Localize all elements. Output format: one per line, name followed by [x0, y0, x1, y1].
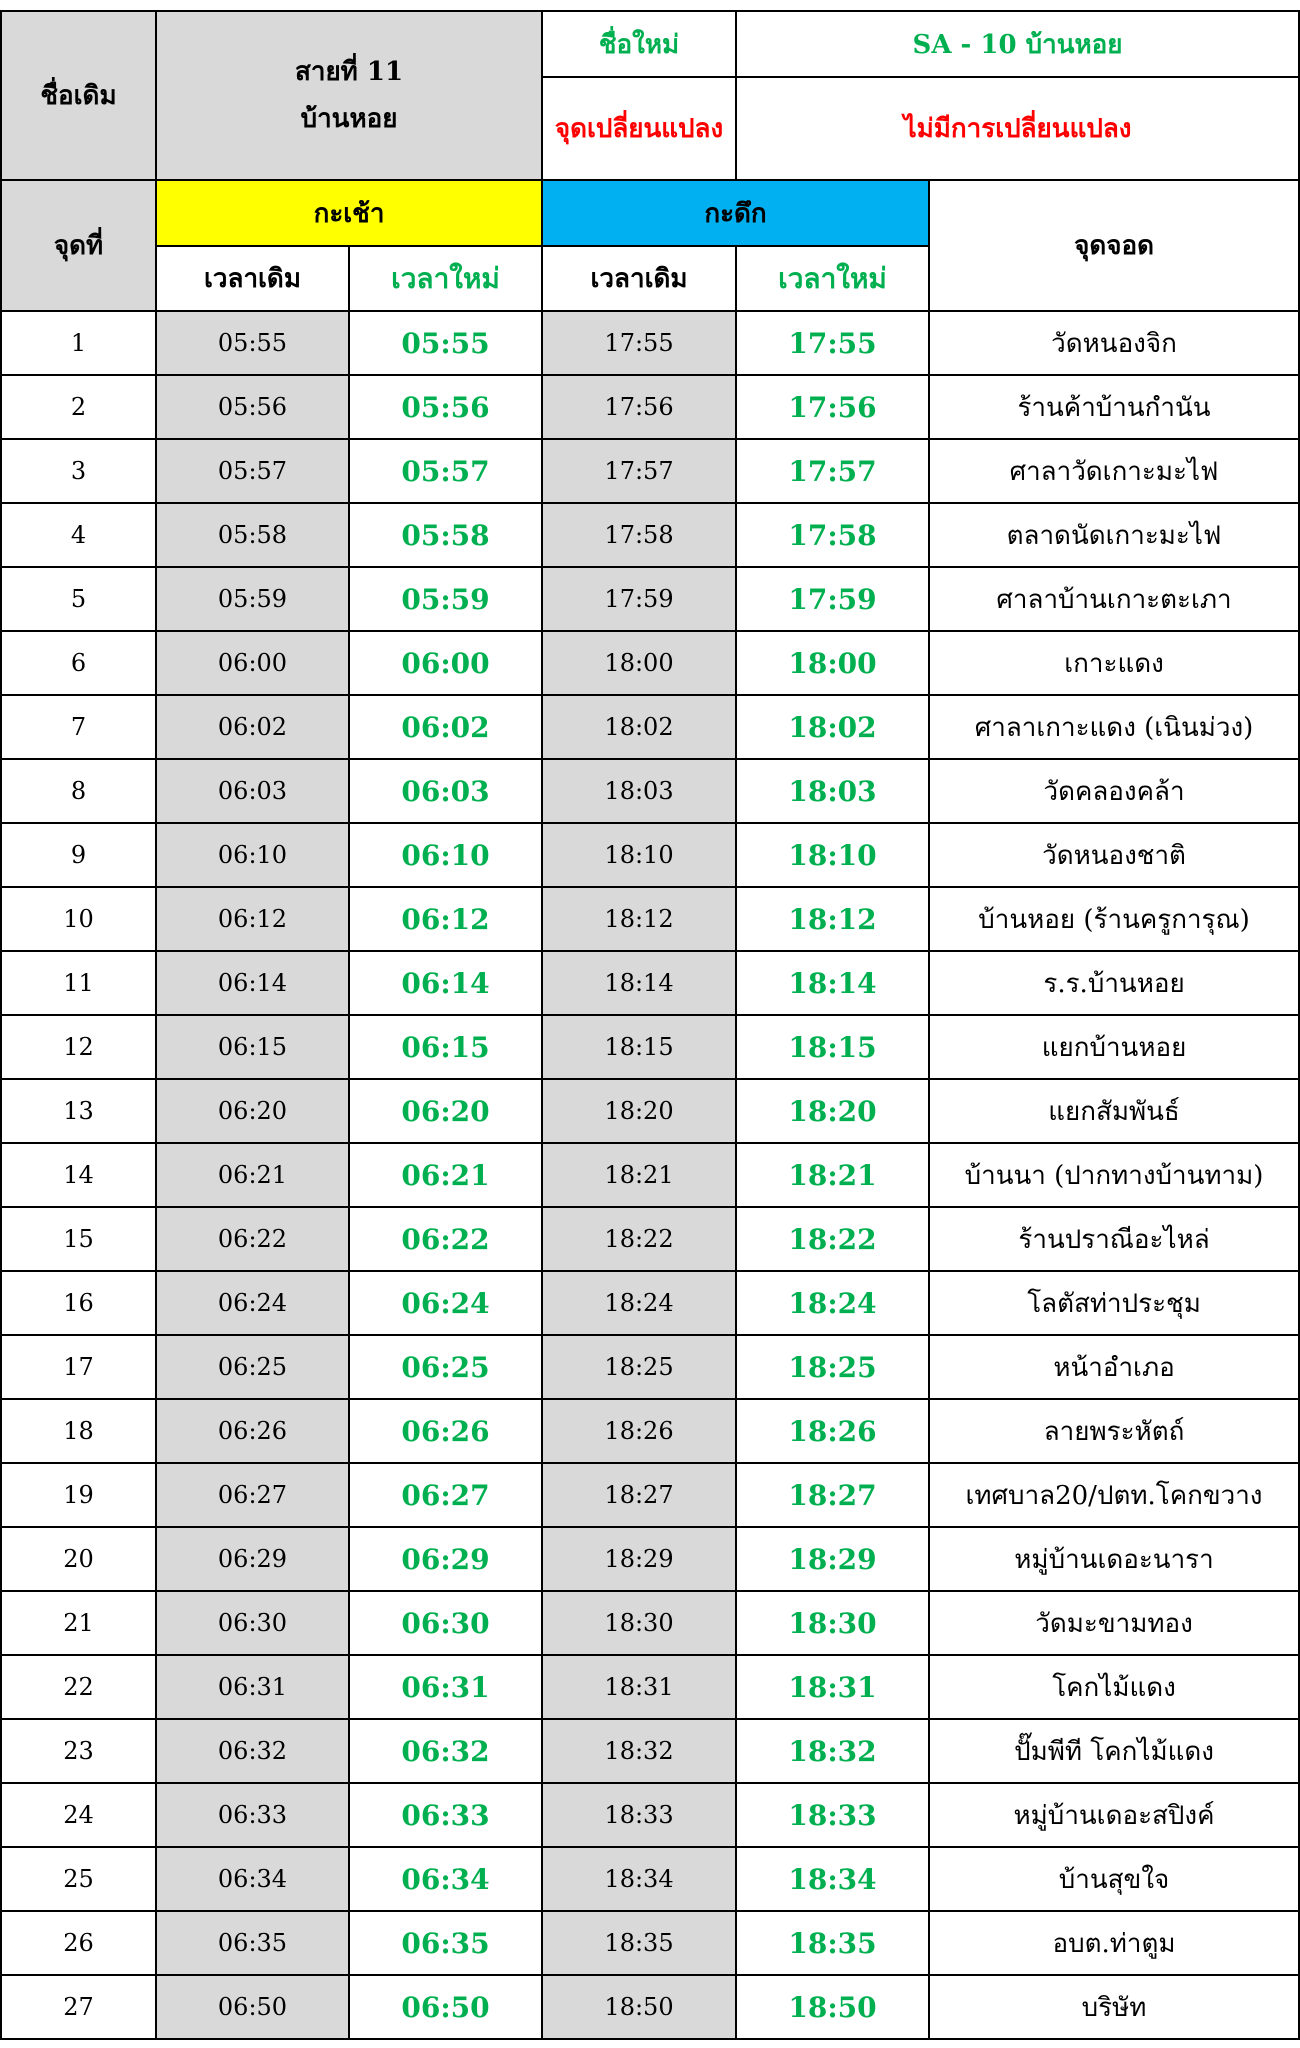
night-new-time: 18:26: [736, 1399, 929, 1463]
stop-name: เกาะแดง: [929, 631, 1299, 695]
night-new-time: 18:25: [736, 1335, 929, 1399]
stop-name: ตลาดนัดเกาะมะไฟ: [929, 503, 1299, 567]
night-new-time: 18:21: [736, 1143, 929, 1207]
stop-number: 18: [1, 1399, 156, 1463]
morning-new-time: 06:27: [349, 1463, 542, 1527]
morning-old-time: 06:00: [156, 631, 349, 695]
morning-old-time: 06:35: [156, 1911, 349, 1975]
morning-new-time: 06:32: [349, 1719, 542, 1783]
morning-new-time: 06:24: [349, 1271, 542, 1335]
old-name-label: ชื่อเดิม: [1, 11, 156, 180]
table-row: [1, 1847, 1299, 1911]
night-old-time: 18:20: [542, 1079, 736, 1143]
table-row: [1, 567, 1299, 631]
stop-no-label: จุดที่: [1, 180, 156, 311]
night-new-time: 18:12: [736, 887, 929, 951]
stop-name: ร้านค้าบ้านกำนัน: [929, 375, 1299, 439]
table-row: [1, 1399, 1299, 1463]
stop-name: หมู่บ้านเดอะนารา: [929, 1527, 1299, 1591]
morning-old-time: 06:30: [156, 1591, 349, 1655]
stop-name: อบต.ท่าตูม: [929, 1911, 1299, 1975]
stop-number: 24: [1, 1783, 156, 1847]
morning-old-time: 06:24: [156, 1271, 349, 1335]
table-row: [1, 1143, 1299, 1207]
night-old-time: 18:22: [542, 1207, 736, 1271]
morning-old-time: 06:21: [156, 1143, 349, 1207]
night-new-time: 18:31: [736, 1655, 929, 1719]
night-old-time: 18:27: [542, 1463, 736, 1527]
morning-old-time: 06:25: [156, 1335, 349, 1399]
route-line: สายที่ 11: [294, 56, 404, 87]
night-old-time: 18:35: [542, 1911, 736, 1975]
night-new-time-label: เวลาใหม่: [736, 246, 929, 311]
night-old-time: 18:30: [542, 1591, 736, 1655]
table-row: [1, 1655, 1299, 1719]
table-row: [1, 823, 1299, 887]
night-old-time: 18:33: [542, 1783, 736, 1847]
morning-old-time: 06:27: [156, 1463, 349, 1527]
stop-number: 22: [1, 1655, 156, 1719]
stop-number: 23: [1, 1719, 156, 1783]
stop-number: 3: [1, 439, 156, 503]
morning-new-time: 06:50: [349, 1975, 542, 2039]
table-row: [1, 375, 1299, 439]
night-old-time: 18:34: [542, 1847, 736, 1911]
schedule-table: [0, 10, 1300, 2040]
morning-old-time: 05:58: [156, 503, 349, 567]
night-new-time: 18:34: [736, 1847, 929, 1911]
table-row: [1, 759, 1299, 823]
table-row: [1, 1463, 1299, 1527]
morning-new-time: 06:29: [349, 1527, 542, 1591]
stop-name: แยกบ้านหอย: [929, 1015, 1299, 1079]
stop-name: เทศบาล20/ปตท.โคกขวาง: [929, 1463, 1299, 1527]
table-row: [1, 1911, 1299, 1975]
stop-name: วัดหนองจิก: [929, 311, 1299, 375]
stop-name: บ้านสุขใจ: [929, 1847, 1299, 1911]
night-new-time: 18:50: [736, 1975, 929, 2039]
night-old-time: 18:03: [542, 759, 736, 823]
morning-old-time: 06:50: [156, 1975, 349, 2039]
morning-old-time-label: เวลาเดิม: [156, 246, 349, 311]
night-old-time: 18:31: [542, 1655, 736, 1719]
stop-name: ศาลาวัดเกาะมะไฟ: [929, 439, 1299, 503]
morning-new-time: 06:21: [349, 1143, 542, 1207]
night-new-time: 18:32: [736, 1719, 929, 1783]
morning-old-time: 06:20: [156, 1079, 349, 1143]
table-row: [1, 1207, 1299, 1271]
morning-new-time: 05:57: [349, 439, 542, 503]
morning-old-time: 06:02: [156, 695, 349, 759]
night-old-time: 18:10: [542, 823, 736, 887]
stop-name: หมู่บ้านเดอะสปิงค์: [929, 1783, 1299, 1847]
night-new-time: 18:27: [736, 1463, 929, 1527]
night-old-time: 18:12: [542, 887, 736, 951]
changes-value: ไม่มีการเปลี่ยนแปลง: [736, 77, 1299, 180]
table-row: [1, 1079, 1299, 1143]
morning-old-time: 06:33: [156, 1783, 349, 1847]
night-old-time: 17:56: [542, 375, 736, 439]
morning-new-time: 06:02: [349, 695, 542, 759]
stop-number: 20: [1, 1527, 156, 1591]
morning-old-time: 05:57: [156, 439, 349, 503]
stop-name: ศาลาบ้านเกาะตะเภา: [929, 567, 1299, 631]
night-new-time: 18:30: [736, 1591, 929, 1655]
stop-number: 7: [1, 695, 156, 759]
night-old-time: 18:29: [542, 1527, 736, 1591]
morning-new-time: 06:12: [349, 887, 542, 951]
stop-name-label: จุดจอด: [929, 180, 1299, 311]
night-old-time: 18:50: [542, 1975, 736, 2039]
table-row: [1, 1719, 1299, 1783]
changes-label: จุดเปลี่ยนแปลง: [542, 77, 736, 180]
morning-old-time: 05:56: [156, 375, 349, 439]
stop-number: 16: [1, 1271, 156, 1335]
night-new-time: 18:29: [736, 1527, 929, 1591]
new-name-value: SA - 10 บ้านหอย: [736, 11, 1299, 77]
night-old-time: 18:00: [542, 631, 736, 695]
stop-number: 12: [1, 1015, 156, 1079]
night-old-time: 18:14: [542, 951, 736, 1015]
stop-number: 10: [1, 887, 156, 951]
morning-new-time: 05:58: [349, 503, 542, 567]
night-new-time: 18:00: [736, 631, 929, 695]
morning-new-time: 06:31: [349, 1655, 542, 1719]
morning-old-time: 06:34: [156, 1847, 349, 1911]
night-new-time: 18:22: [736, 1207, 929, 1271]
table-row: [1, 951, 1299, 1015]
stop-number: 5: [1, 567, 156, 631]
night-new-time: 18:20: [736, 1079, 929, 1143]
route-area: บ้านหอย: [300, 103, 398, 134]
table-row: [1, 1591, 1299, 1655]
table-row: [1, 887, 1299, 951]
morning-old-time: 05:59: [156, 567, 349, 631]
night-new-time: 17:58: [736, 503, 929, 567]
night-old-time: 18:24: [542, 1271, 736, 1335]
night-old-time-label: เวลาเดิม: [542, 246, 736, 311]
stop-number: 8: [1, 759, 156, 823]
morning-new-time: 06:22: [349, 1207, 542, 1271]
morning-old-time: 06:22: [156, 1207, 349, 1271]
night-new-time: 18:15: [736, 1015, 929, 1079]
table-body: [1, 311, 1299, 2039]
night-new-time: 17:57: [736, 439, 929, 503]
morning-old-time: 06:32: [156, 1719, 349, 1783]
night-new-time: 18:10: [736, 823, 929, 887]
night-new-time: 17:55: [736, 311, 929, 375]
stop-number: 11: [1, 951, 156, 1015]
stop-name: วัดหนองชาติ: [929, 823, 1299, 887]
morning-new-time: 06:10: [349, 823, 542, 887]
table-row: [1, 1015, 1299, 1079]
stop-name: แยกสัมพันธ์: [929, 1079, 1299, 1143]
table-row: [1, 695, 1299, 759]
morning-new-time: 06:33: [349, 1783, 542, 1847]
stop-number: 14: [1, 1143, 156, 1207]
morning-new-time: 05:56: [349, 375, 542, 439]
stop-number: 25: [1, 1847, 156, 1911]
morning-old-time: 06:14: [156, 951, 349, 1015]
morning-new-time: 06:03: [349, 759, 542, 823]
night-old-time: 18:15: [542, 1015, 736, 1079]
morning-new-time: 06:34: [349, 1847, 542, 1911]
stop-name: ศาลาเกาะแดง (เนินม่วง): [929, 695, 1299, 759]
table-row: [1, 503, 1299, 567]
stop-number: 13: [1, 1079, 156, 1143]
morning-new-time: 06:00: [349, 631, 542, 695]
night-new-time: 18:02: [736, 695, 929, 759]
stop-name: บริษัท: [929, 1975, 1299, 2039]
stop-name: ปั๊มพีที โคกไม้แดง: [929, 1719, 1299, 1783]
stop-number: 2: [1, 375, 156, 439]
night-new-time: 18:35: [736, 1911, 929, 1975]
morning-old-time: 05:55: [156, 311, 349, 375]
night-old-time: 17:58: [542, 503, 736, 567]
table-row: [1, 1527, 1299, 1591]
morning-new-time: 06:26: [349, 1399, 542, 1463]
night-old-time: 18:25: [542, 1335, 736, 1399]
night-new-time: 18:24: [736, 1271, 929, 1335]
new-name-label: ชื่อใหม่: [542, 11, 736, 77]
morning-new-time: 06:30: [349, 1591, 542, 1655]
stop-number: 1: [1, 311, 156, 375]
morning-new-time: 06:35: [349, 1911, 542, 1975]
table-row: [1, 311, 1299, 375]
morning-old-time: 06:03: [156, 759, 349, 823]
table-row: [1, 1335, 1299, 1399]
night-old-time: 18:32: [542, 1719, 736, 1783]
stop-name: หน้าอำเภอ: [929, 1335, 1299, 1399]
stop-number: 15: [1, 1207, 156, 1271]
morning-old-time: 06:15: [156, 1015, 349, 1079]
night-new-time: 17:56: [736, 375, 929, 439]
stop-number: 9: [1, 823, 156, 887]
stop-name: ร.ร.บ้านหอย: [929, 951, 1299, 1015]
table-header: [1, 11, 1299, 311]
morning-new-time: 05:59: [349, 567, 542, 631]
morning-new-time: 05:55: [349, 311, 542, 375]
stop-number: 21: [1, 1591, 156, 1655]
morning-new-time: 06:20: [349, 1079, 542, 1143]
table-row: [1, 439, 1299, 503]
table-row: [1, 631, 1299, 695]
night-old-time: 18:21: [542, 1143, 736, 1207]
stop-number: 27: [1, 1975, 156, 2039]
night-old-time: 17:59: [542, 567, 736, 631]
stop-name: โคกไม้แดง: [929, 1655, 1299, 1719]
stop-name: วัดมะขามทอง: [929, 1591, 1299, 1655]
table-row: [1, 1975, 1299, 2039]
stop-number: 17: [1, 1335, 156, 1399]
morning-new-time-label: เวลาใหม่: [349, 246, 542, 311]
morning-old-time: 06:26: [156, 1399, 349, 1463]
stop-number: 6: [1, 631, 156, 695]
morning-old-time: 06:31: [156, 1655, 349, 1719]
night-old-time: 17:55: [542, 311, 736, 375]
morning-old-time: 06:29: [156, 1527, 349, 1591]
old-route-cell: [156, 11, 542, 180]
stop-number: 19: [1, 1463, 156, 1527]
night-new-time: 18:33: [736, 1783, 929, 1847]
morning-new-time: 06:14: [349, 951, 542, 1015]
morning-shift-label: กะเช้า: [156, 180, 542, 246]
night-new-time: 18:03: [736, 759, 929, 823]
night-new-time: 17:59: [736, 567, 929, 631]
morning-new-time: 06:15: [349, 1015, 542, 1079]
stop-name: ลายพระหัตถ์: [929, 1399, 1299, 1463]
table-row: [1, 1271, 1299, 1335]
morning-old-time: 06:10: [156, 823, 349, 887]
night-new-time: 18:14: [736, 951, 929, 1015]
stop-number: 26: [1, 1911, 156, 1975]
night-old-time: 18:02: [542, 695, 736, 759]
table-row: [1, 1783, 1299, 1847]
morning-new-time: 06:25: [349, 1335, 542, 1399]
morning-old-time: 06:12: [156, 887, 349, 951]
stop-name: ร้านปราณีอะไหล่: [929, 1207, 1299, 1271]
stop-name: บ้านนา (ปากทางบ้านทาม): [929, 1143, 1299, 1207]
stop-name: บ้านหอย (ร้านครูการุณ): [929, 887, 1299, 951]
stop-number: 4: [1, 503, 156, 567]
night-old-time: 18:26: [542, 1399, 736, 1463]
stop-name: โลตัสท่าประชุม: [929, 1271, 1299, 1335]
night-old-time: 17:57: [542, 439, 736, 503]
stop-name: วัดคลองคล้า: [929, 759, 1299, 823]
night-shift-label: กะดึก: [542, 180, 929, 246]
